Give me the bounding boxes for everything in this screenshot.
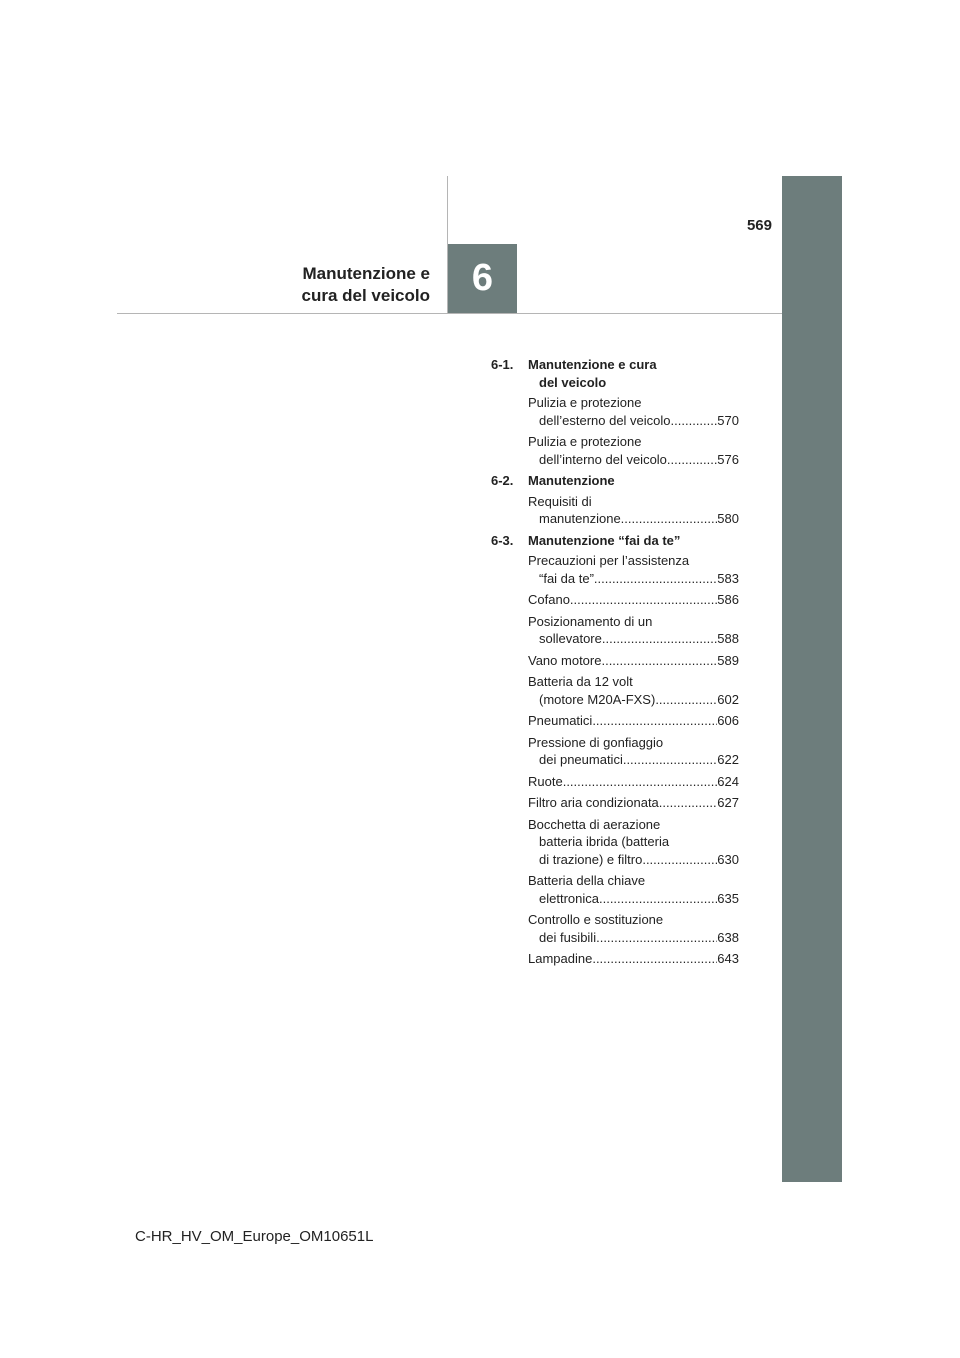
chapter-title-line1: Manutenzione e [302, 264, 430, 283]
toc-entry-leader-line [528, 851, 739, 869]
toc-entry[interactable] [528, 652, 739, 670]
toc-section-heading[interactable] [491, 532, 739, 550]
toc-entry-page: 643 [717, 951, 739, 966]
toc-dot-leader [642, 851, 717, 869]
toc-entry[interactable] [528, 950, 739, 968]
toc-entry-leader-line [528, 773, 739, 791]
toc-dot-leader [667, 451, 717, 469]
toc-entry-page: 635 [717, 890, 739, 906]
toc-entry-line: Posizionamento di un [528, 613, 653, 629]
page-number: 569 [746, 217, 772, 234]
document-code: C-HR_HV_OM_Europe_OM10651L [135, 1228, 374, 1245]
toc-entry-label: Lampadine [528, 951, 593, 966]
toc-dot-leader [563, 773, 718, 791]
toc-dot-leader [659, 794, 718, 812]
toc-entry-page: 586 [717, 592, 739, 607]
toc-section-title [528, 356, 739, 391]
toc-entry-leader-line [528, 890, 739, 908]
toc-dot-leader [596, 929, 717, 947]
toc-section-title-line1: Manutenzione [528, 473, 615, 488]
toc-entry-line: Precauzioni per l’assistenza [528, 553, 690, 568]
toc-section-heading[interactable] [491, 356, 739, 391]
toc-entry[interactable] [528, 673, 739, 708]
toc-entry-leader-line [528, 451, 739, 469]
toc-section-title [528, 532, 739, 550]
toc-entry-leader-line [528, 591, 739, 609]
toc-entry[interactable] [528, 773, 739, 791]
toc-entry-line: Batteria della chiave [528, 873, 646, 888]
chapter-title [240, 263, 430, 307]
toc-entry-label: Pneumatici [528, 713, 593, 728]
toc-entry-leader-line [528, 691, 739, 709]
toc-entry-leader-line [528, 712, 739, 730]
toc-dot-leader [602, 630, 717, 648]
toc-entry-leader-line [528, 794, 739, 812]
toc-entry-label: sollevatore [539, 631, 602, 646]
toc-dot-leader [594, 570, 717, 588]
toc-section [491, 532, 739, 968]
toc-dot-leader [592, 950, 717, 968]
toc-section-number: 6-3. [491, 532, 514, 548]
toc-entry-label: (motore M20A-FXS) [539, 691, 656, 707]
toc-entry-leader-line [528, 630, 739, 648]
toc-entry[interactable] [528, 712, 739, 730]
toc-entry-leader-line [528, 652, 739, 670]
toc-entry[interactable] [528, 911, 739, 946]
toc-entry-leader-line [528, 950, 739, 968]
toc-section-title [528, 472, 739, 490]
toc-entry-line: Pressione di gonfiaggio [528, 734, 664, 750]
toc-entry[interactable] [528, 734, 739, 769]
toc-section [491, 356, 739, 468]
toc-dot-leader [601, 652, 717, 670]
chapter-side-tab [782, 176, 842, 1182]
toc-entry-line: Bocchetta di aerazione [528, 816, 661, 832]
header-horizontal-rule [117, 313, 782, 314]
toc-section-number: 6-2. [491, 473, 514, 488]
toc-entry-label: “fai da te” [539, 570, 594, 586]
toc-entry-label: Filtro aria condizionata [528, 795, 659, 810]
toc-entry-page: 602 [717, 691, 739, 707]
toc-section-title-line1: Manutenzione e cura [528, 357, 657, 372]
toc-entry-label: Cofano [528, 592, 570, 607]
toc-entry-label: Ruote [528, 773, 563, 789]
toc-dot-leader [655, 691, 717, 709]
toc-entry-page: 588 [717, 631, 739, 646]
toc-dot-leader [592, 712, 717, 730]
toc-dot-leader [570, 591, 717, 609]
toc-entry[interactable] [528, 394, 739, 429]
toc-entry-page: 580 [717, 511, 739, 526]
toc-entry-page: 576 [717, 451, 739, 467]
toc-entry[interactable] [528, 816, 739, 869]
toc-entry-label: manutenzione [539, 511, 621, 526]
toc-entry[interactable] [528, 433, 739, 468]
toc-entry-leader-line [528, 570, 739, 588]
chapter-number-box: 6 [448, 244, 517, 313]
toc-entry-line: Requisiti di [528, 493, 592, 509]
toc-entry-page: 570 [717, 412, 739, 428]
toc-entry-page: 589 [717, 652, 739, 668]
toc-entry-line: Pulizia e protezione [528, 395, 642, 410]
table-of-contents [491, 356, 739, 972]
toc-entry[interactable] [528, 872, 739, 907]
toc-dot-leader [623, 751, 717, 769]
toc-entry-leader-line [528, 929, 739, 947]
toc-entry-label: di trazione) e filtro [539, 851, 643, 867]
toc-entry-label: elettronica [539, 890, 599, 906]
toc-section-number: 6-1. [491, 357, 514, 372]
toc-entry-page: 606 [717, 713, 739, 728]
toc-entry-page: 627 [717, 795, 739, 810]
toc-entry-page: 638 [717, 929, 739, 945]
toc-entry-label: dei pneumatici [539, 752, 623, 767]
toc-entry-leader-line [528, 412, 739, 430]
toc-section-heading[interactable] [491, 472, 739, 490]
toc-entry-label: dei fusibili [539, 929, 597, 945]
toc-entry-line: Controllo e sostituzione [528, 912, 664, 927]
toc-entry[interactable] [528, 591, 739, 609]
toc-dot-leader [621, 510, 718, 528]
toc-entry-page: 622 [717, 752, 739, 767]
toc-entry-line: batteria ibrida (batteria [539, 834, 670, 849]
chapter-title-line2: cura del veicolo [301, 286, 430, 305]
toc-entry[interactable] [528, 794, 739, 812]
toc-dot-leader [599, 890, 717, 908]
toc-section-title-line1: Manutenzione “fai da te” [528, 532, 681, 548]
toc-entry-leader-line [528, 510, 739, 528]
toc-entry-leader-line [528, 751, 739, 769]
toc-entry-label: Vano motore [528, 652, 602, 668]
toc-entry-label: dell’interno del veicolo [539, 451, 667, 467]
toc-entry[interactable] [528, 613, 739, 648]
toc-entry-page: 630 [717, 851, 739, 867]
toc-section [491, 472, 739, 528]
toc-entry-line: Batteria da 12 volt [528, 674, 633, 689]
toc-entry-line: Pulizia e protezione [528, 434, 642, 449]
toc-dot-leader [671, 412, 718, 430]
toc-entry-page: 624 [717, 773, 739, 789]
toc-entry-page: 583 [717, 570, 739, 586]
toc-entry-label: dell’esterno del veicolo [539, 412, 671, 428]
toc-entry[interactable] [528, 552, 739, 587]
toc-entry[interactable] [528, 493, 739, 528]
toc-section-title-line2: del veicolo [539, 374, 607, 390]
